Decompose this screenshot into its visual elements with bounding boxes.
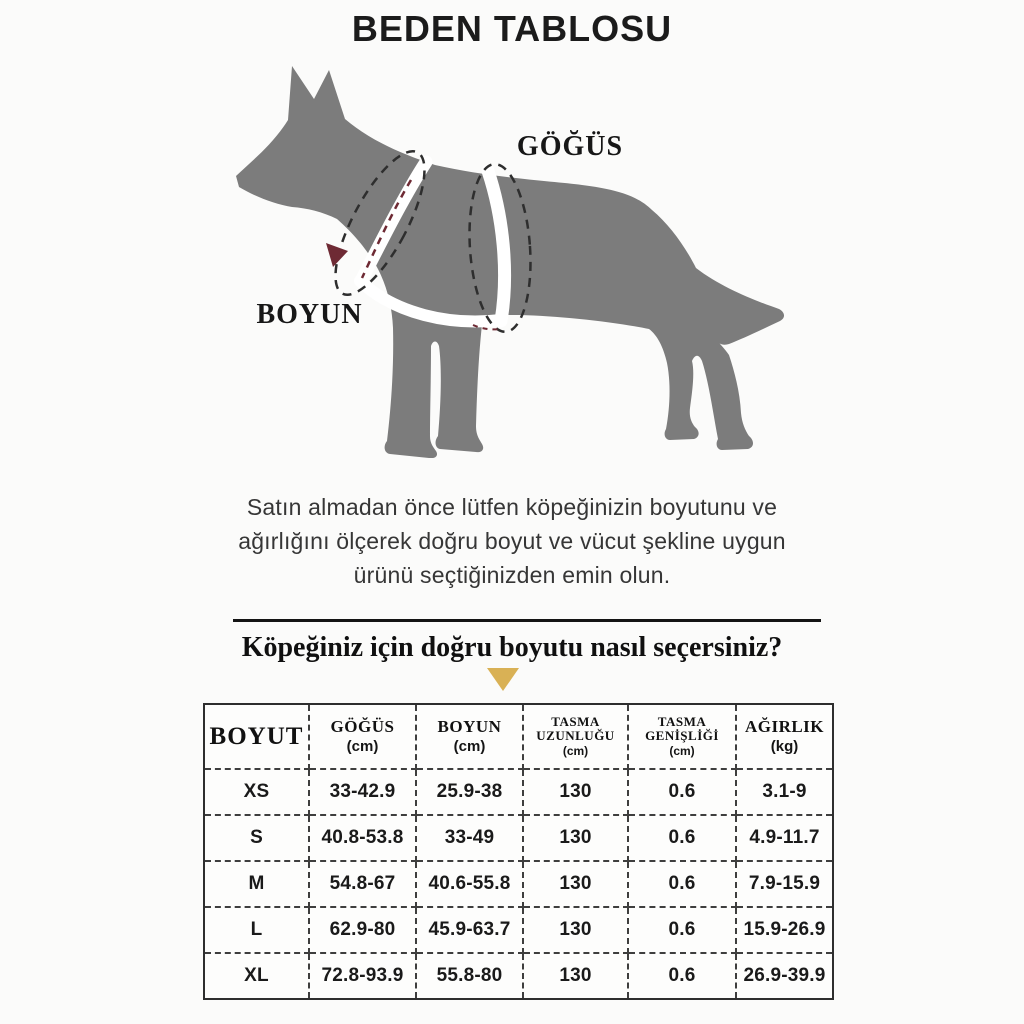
table-cell: 130 bbox=[524, 816, 629, 862]
table-cell: XL bbox=[205, 954, 310, 998]
table-cell: XS bbox=[205, 770, 310, 816]
column-unit: (cm) bbox=[669, 744, 695, 758]
table-cell: 0.6 bbox=[629, 908, 737, 954]
table-cell: 0.6 bbox=[629, 954, 737, 998]
table-cell: 54.8-67 bbox=[310, 862, 417, 908]
header-cell-tasma-uzunlugu bbox=[524, 705, 629, 770]
column-label: BOYUN bbox=[437, 717, 502, 736]
column-label: TASMA GENİŞLİĞİ bbox=[645, 714, 719, 743]
table-cell: 15.9-26.9 bbox=[737, 908, 832, 954]
header-cell-gogus bbox=[310, 705, 417, 770]
table-cell: 72.8-93.9 bbox=[310, 954, 417, 998]
dog-silhouette-graphic bbox=[230, 58, 790, 458]
table-cell: 26.9-39.9 bbox=[743, 965, 826, 986]
header-cell-boyut bbox=[205, 705, 310, 770]
notice-line: ürünü seçtiğinizden emin olun. bbox=[353, 562, 671, 588]
table-cell: 62.9-80 bbox=[310, 908, 417, 954]
column-label: GÖĞÜS bbox=[330, 717, 395, 736]
purchase-notice bbox=[142, 490, 882, 592]
neck-arrow-icon bbox=[326, 243, 348, 267]
table-cell: 130 bbox=[524, 770, 629, 816]
section-heading: Köpeğiniz için doğru boyutu nasıl seçersiniz? bbox=[241, 632, 783, 663]
table-cell: 0.6 bbox=[629, 816, 737, 862]
table-cell: 33-49 bbox=[417, 816, 524, 862]
neck-measure-label: BOYUN bbox=[256, 299, 363, 330]
column-unit: (cm) bbox=[562, 744, 589, 758]
notice-line: Satın almadan önce lütfen köpeğinizin boyutunu ve bbox=[246, 494, 778, 520]
table-cell: 7.9-15.9 bbox=[737, 862, 832, 908]
header-cell-boyun bbox=[417, 705, 524, 770]
table-cell: 25.9-38 bbox=[417, 770, 524, 816]
chest-measure-label: GÖĞÜS bbox=[516, 131, 624, 162]
table-cell: 3.1-9 bbox=[737, 770, 832, 816]
table-cell: 130 bbox=[524, 862, 629, 908]
column-label: TASMA UZUNLUĞU bbox=[536, 714, 615, 743]
page-title: BEDEN TABLOSU bbox=[351, 8, 673, 49]
table-cell: 55.8-80 bbox=[417, 954, 524, 998]
size-table bbox=[203, 703, 834, 1000]
table-cell: 4.9-11.7 bbox=[737, 816, 832, 862]
column-label: BOYUT bbox=[209, 722, 304, 750]
header-cell-tasma-genisligi bbox=[629, 705, 737, 770]
table-cell: 0.6 bbox=[629, 862, 737, 908]
table-cell: 33-42.9 bbox=[310, 770, 417, 816]
column-unit: (kg) bbox=[770, 738, 799, 755]
column-unit: (cm) bbox=[453, 738, 486, 755]
table-cell: 130 bbox=[524, 908, 629, 954]
table-cell: S bbox=[205, 816, 310, 862]
dog-measurement-diagram bbox=[230, 58, 790, 458]
notice-line: ağırlığını ölçerek doğru boyut ve vücut şekline uygun bbox=[238, 528, 786, 554]
table-cell: 45.9-63.7 bbox=[417, 908, 524, 954]
table-cell: M bbox=[205, 862, 310, 908]
column-unit: (cm) bbox=[346, 738, 379, 755]
divider-line bbox=[233, 619, 821, 622]
column-label: AĞIRLIK bbox=[744, 717, 825, 736]
table-cell: 40.6-55.8 bbox=[417, 862, 524, 908]
table-cell: L bbox=[205, 908, 310, 954]
table-cell: 40.8-53.8 bbox=[310, 816, 417, 862]
table-cell: 130 bbox=[524, 954, 629, 998]
table-cell: 0.6 bbox=[629, 770, 737, 816]
down-triangle-icon bbox=[486, 667, 520, 692]
header-cell-agirlik bbox=[737, 705, 832, 770]
